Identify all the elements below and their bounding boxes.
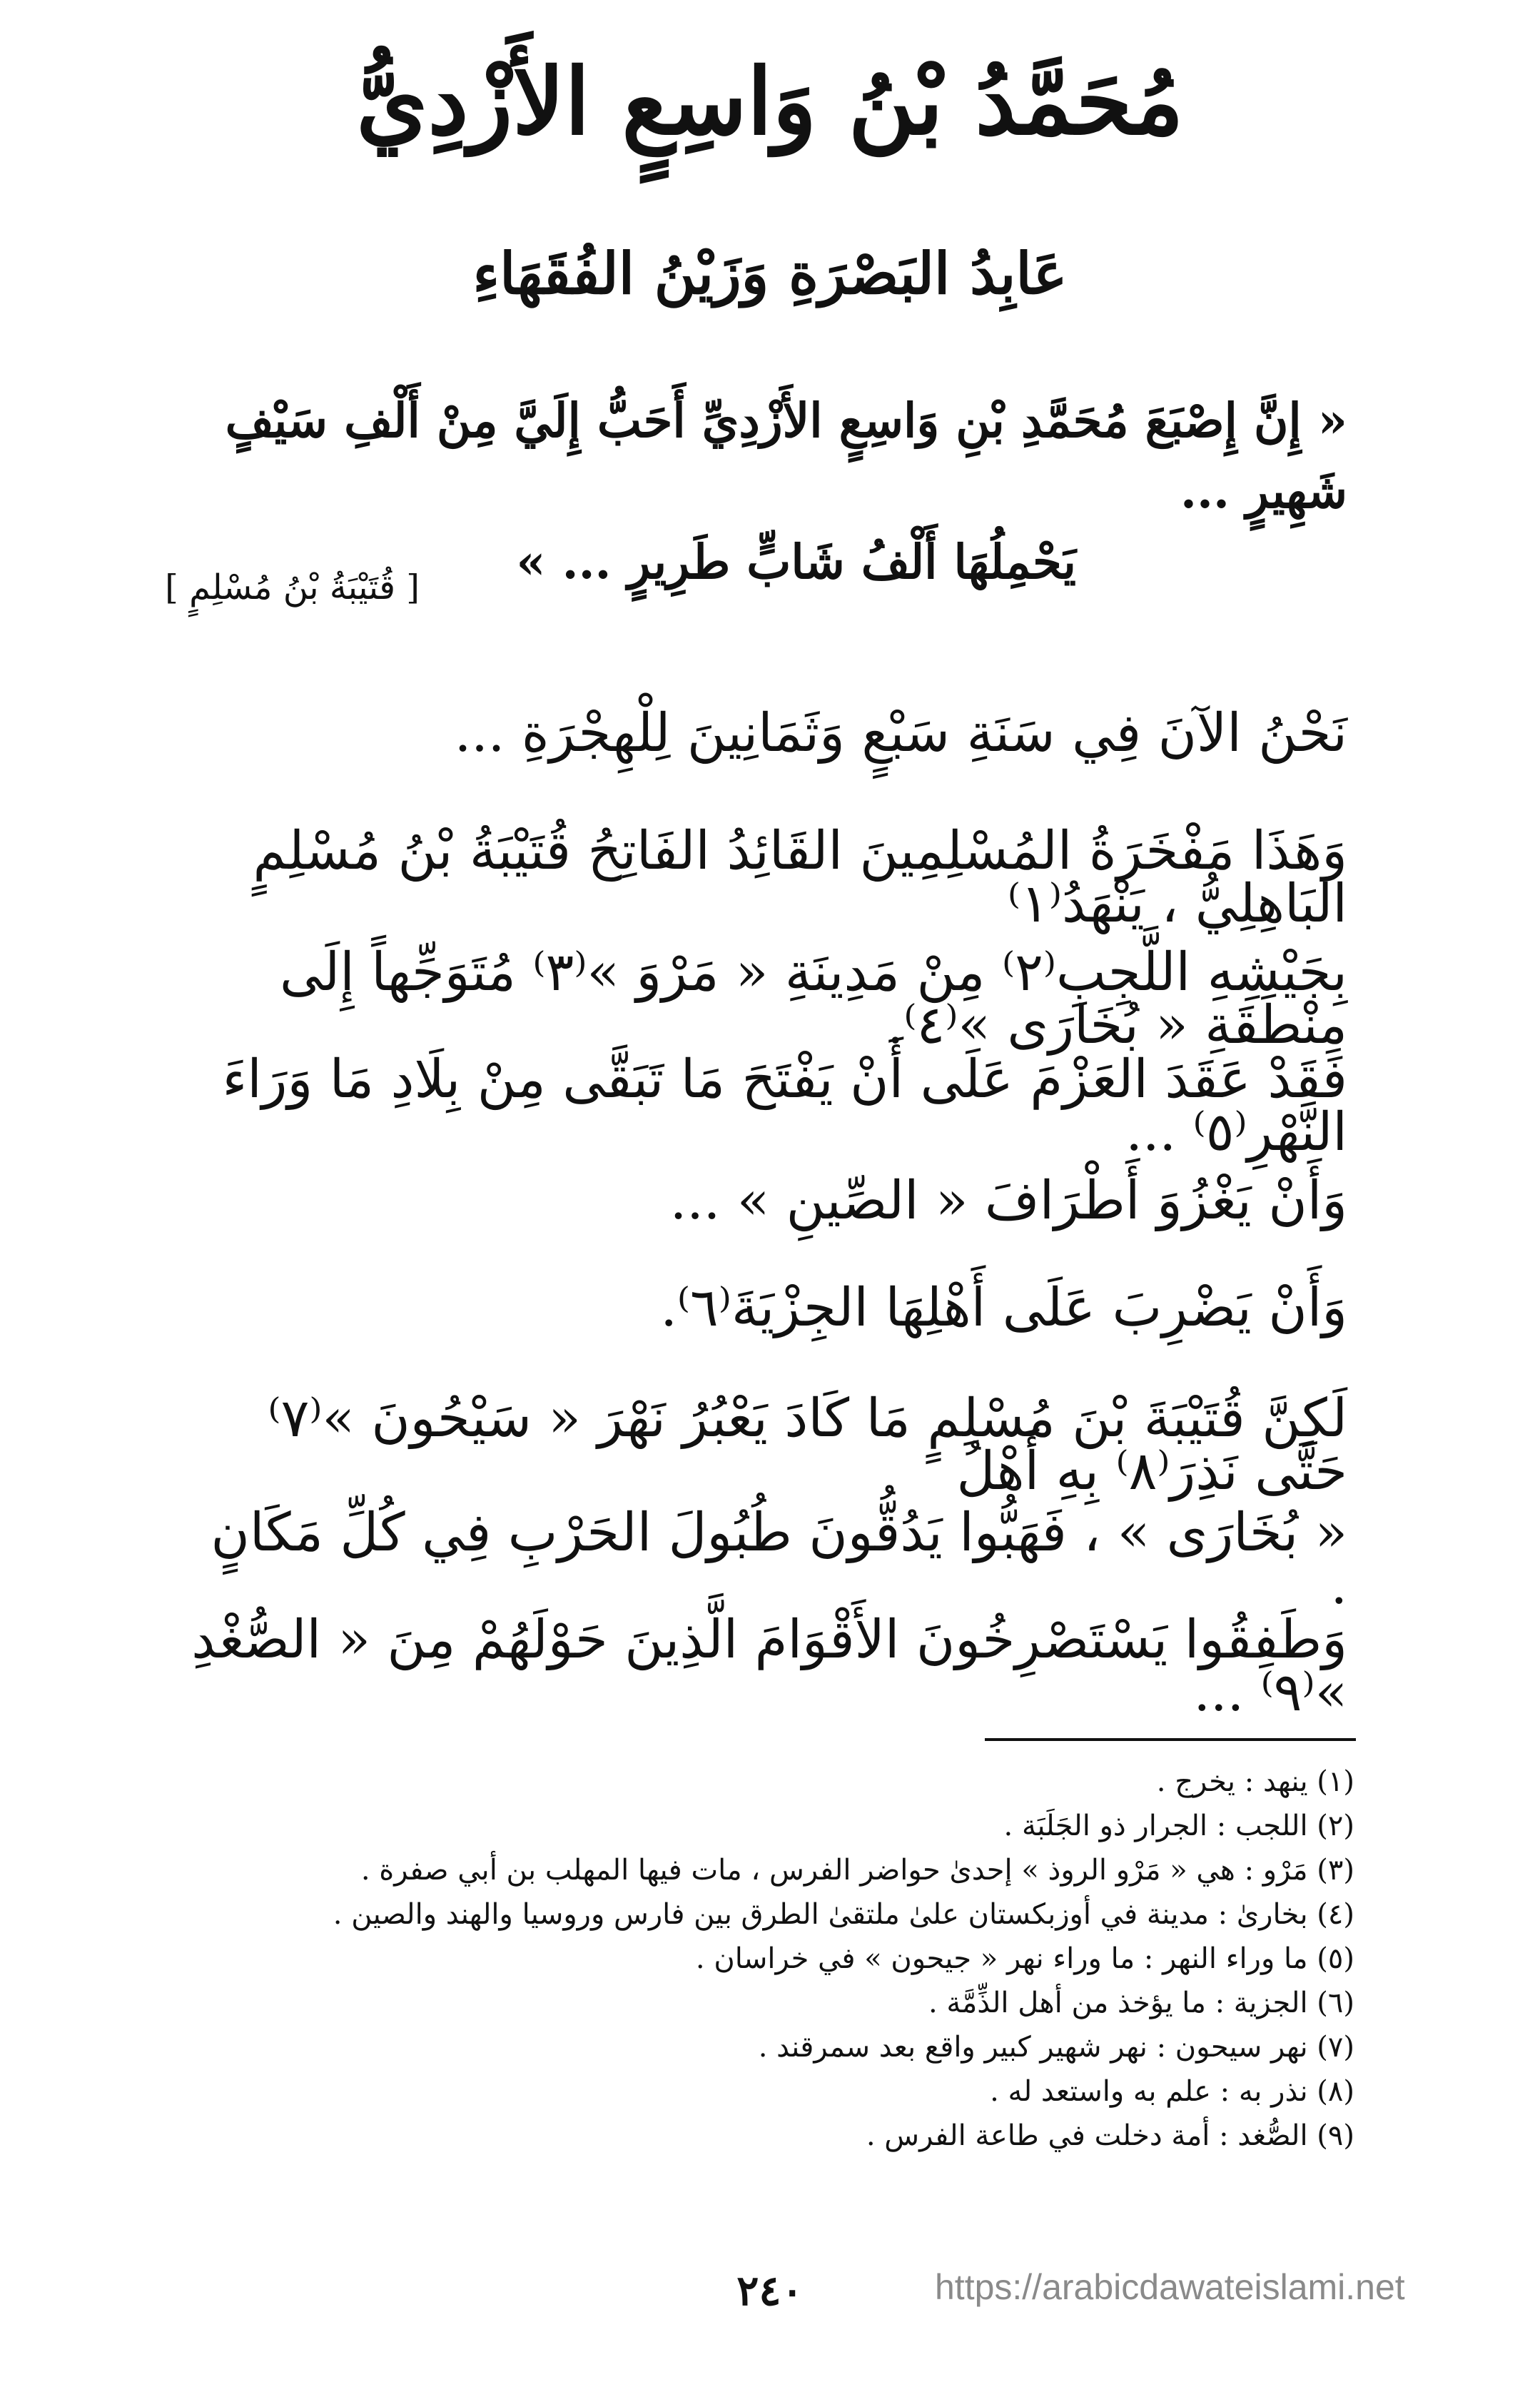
paragraph-2 [178, 820, 1347, 1056]
chapter-title: مُحَمَّدُ بْنُ وَاسِعٍ الأَزْدِيُّ [356, 49, 1184, 156]
footnote-4: (٤) بخارىٰ : مدينة في أوزبكستان علىٰ ملتقىٰ الطرق بين فارس وروسيا والهند والصين . [333, 1898, 1354, 1931]
footnote-separator [985, 1738, 1356, 1741]
footnote-3: (٣) مَرْو : هي « مَرْو الروذ » إحدىٰ حواضر الفرس ، مات فيها المهلب بن أبي صفرة . [360, 1854, 1354, 1887]
paragraph-6 [178, 1388, 1347, 1616]
paragraph-1: نَحْنُ الآنَ فِي سَنَةِ سَبْعٍ وَثَمَانِينَ لِلْهِجْرَةِ ... [454, 702, 1347, 764]
footnote-7: (٧) نهر سيحون : نهر شهير كبير واقع بعد سمرقند . [758, 2031, 1354, 2064]
footnote-2: (٢) اللجب : الجرار ذو الجَلَبَة . [1003, 1810, 1354, 1842]
quote-line-1: « إِنَّ إِصْبَعَ مُحَمَّدِ بْنِ وَاسِعٍ الأَزْدِيِّ أَحَبُّ إِلَيَّ مِنْ أَلْفِ سَيْفٍ شَهِيرٍ ... [225, 393, 1347, 519]
footnote-5: (٥) ما وراء النهر : ما وراء نهر « جيحون » في خراسان . [695, 1942, 1354, 1975]
paragraph-2-line-1: وَهَذَا مَفْخَرَةُ المُسْلِمِينَ القَائِدُ الفَاتِحُ قُتَيْبَةُ بْنُ مُسْلِمٍ البَاهِلِيُّ ، يَنْهَدُ⁽١⁾ [253, 820, 1347, 934]
quote-attribution: [ قُتَيْبَةُ بْنُ مُسْلِمٍ ] [165, 567, 420, 607]
paragraph-3: فَقَدْ عَقَدَ العَزْمَ عَلَى أَنْ يَفْتَحَ مَا تَبَقَّى مِنْ بِلَادِ مَا وَرَاءَ النَّهْرِ⁽٥⁾ ... [222, 1049, 1347, 1163]
paragraph-5: وَأَنْ يَضْرِبَ عَلَى أَهْلِهَا الجِزْيَةَ⁽٦⁾. [660, 1277, 1347, 1338]
watermark-url: https://arabicdawateislami.net [935, 2267, 1405, 2307]
paragraph-6-line-1: لَكِنَّ قُتَيْبَةَ بْنَ مُسْلِمٍ مَا كَادَ يَعْبُرُ نَهْرَ « سَيْحُونَ »⁽٧⁾ حَتَّى نَذِرَ⁽٨⁾ بِهِ أَهْلُ [268, 1388, 1347, 1502]
footnotes [228, 1760, 1354, 2158]
paragraph-4: وَأَنْ يَغْزُوَ أَطْرَافَ « الصِّينِ » ... [669, 1170, 1347, 1231]
paragraph-6-line-2: « بُخَارَى » ، فَهَبُّوا يَدُقُّونَ طُبُولَ الحَرْبِ فِي كُلِّ مَكَانٍ . [211, 1502, 1347, 1616]
page-number: ٢٤٠ [736, 2266, 804, 2315]
footnote-9: (٩) الصُّغد : أمة دخلت في طاعة الفرس . [866, 2119, 1354, 2152]
epigraph-quote [171, 385, 1347, 597]
paragraph-7: وَطَفِقُوا يَسْتَصْرِخُونَ الأَقْوَامَ الَّذِينَ حَوْلَهُمْ مِنَ « الصُّغْدِ »⁽٩⁾ ... [191, 1609, 1347, 1723]
quote-line-2: يَحْمِلُهَا أَلْفُ شَابٍّ طَرِيرٍ ... » [516, 534, 1076, 590]
footnote-6: (٦) الجزية : ما يؤخذ من أهل الذِّمَّة . [928, 1987, 1354, 2019]
paragraph-2-line-2: بِجَيْشِهِ اللَّجِبِ⁽٢⁾ مِنْ مَدِينَةِ « مَرْوَ »⁽٣⁾ مُتَوَجِّهاً إِلَى مِنْطَقَةِ « بُخَارَى »⁽٤⁾. [280, 942, 1347, 1056]
footnote-8: (٨) نذر به : علم به واستعد له . [990, 2075, 1354, 2108]
chapter-subtitle: عَابِدُ البَصْرَةِ وَزَيْنُ الفُقَهَاءِ [472, 240, 1068, 307]
footnote-1: (١) ينهد : يخرج . [1156, 1765, 1354, 1798]
